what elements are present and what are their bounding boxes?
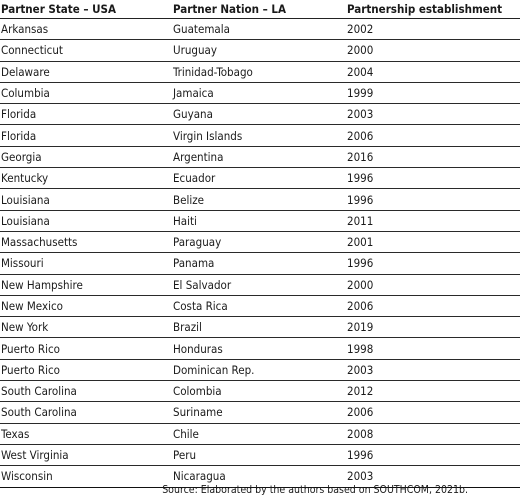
partner-state-cell: Texas bbox=[0, 423, 172, 444]
establishment-year-cell: 2006 bbox=[346, 295, 520, 316]
table-row bbox=[0, 40, 520, 61]
table-row bbox=[0, 444, 520, 465]
partner-state-cell: Louisiana bbox=[0, 189, 172, 210]
table-row bbox=[0, 253, 520, 274]
establishment-year-cell: 2001 bbox=[346, 231, 520, 252]
source-text: Source: Elaborated by the authors based on SOUTHCOM, 2021b. bbox=[162, 484, 468, 496]
partner-nation-cell: Jamaica bbox=[172, 82, 346, 103]
source-note bbox=[0, 483, 474, 497]
establishment-year-cell: 2011 bbox=[346, 210, 520, 231]
establishment-year-cell: 2016 bbox=[346, 146, 520, 167]
partner-state-cell: Wisconsin bbox=[0, 466, 172, 487]
establishment-year-cell: 2006 bbox=[346, 125, 520, 146]
header-partner-state: Partner State – USA bbox=[0, 0, 172, 19]
table-row bbox=[0, 19, 520, 40]
partner-nation-cell: Chile bbox=[172, 423, 346, 444]
table-body bbox=[0, 19, 520, 488]
establishment-year-cell: 1996 bbox=[346, 253, 520, 274]
establishment-year-cell: 1996 bbox=[346, 444, 520, 465]
partner-nation-cell: Honduras bbox=[172, 338, 346, 359]
partner-nation-cell: Trinidad-Tobago bbox=[172, 61, 346, 82]
partner-state-cell: Delaware bbox=[0, 61, 172, 82]
table-row bbox=[0, 338, 520, 359]
establishment-year-cell: 2012 bbox=[346, 381, 520, 402]
table-row bbox=[0, 168, 520, 189]
establishment-year-cell: 2019 bbox=[346, 317, 520, 338]
establishment-year-cell: 1999 bbox=[346, 82, 520, 103]
establishment-year-cell: 2003 bbox=[346, 359, 520, 380]
table-row bbox=[0, 423, 520, 444]
partner-nation-cell: Argentina bbox=[172, 146, 346, 167]
partner-nation-cell: Peru bbox=[172, 444, 346, 465]
partner-nation-cell: Haiti bbox=[172, 210, 346, 231]
table-row bbox=[0, 231, 520, 252]
table-row bbox=[0, 82, 520, 103]
establishment-year-cell: 2008 bbox=[346, 423, 520, 444]
partner-state-cell: Florida bbox=[0, 104, 172, 125]
header-partner-nation: Partner Nation – LA bbox=[172, 0, 346, 19]
partner-state-cell: Columbia bbox=[0, 82, 172, 103]
partner-state-cell: Connecticut bbox=[0, 40, 172, 61]
partner-state-cell: Georgia bbox=[0, 146, 172, 167]
table-row bbox=[0, 274, 520, 295]
partner-state-cell: Puerto Rico bbox=[0, 359, 172, 380]
establishment-year-cell: 2003 bbox=[346, 466, 520, 487]
partner-nation-cell: Belize bbox=[172, 189, 346, 210]
partner-state-cell: New Mexico bbox=[0, 295, 172, 316]
partner-nation-cell: Dominican Rep. bbox=[172, 359, 346, 380]
table-row bbox=[0, 381, 520, 402]
establishment-year-cell: 1998 bbox=[346, 338, 520, 359]
partner-nation-cell: El Salvador bbox=[172, 274, 346, 295]
table-row bbox=[0, 189, 520, 210]
establishment-year-cell: 2000 bbox=[346, 274, 520, 295]
table-row bbox=[0, 317, 520, 338]
partner-nation-cell: Virgin Islands bbox=[172, 125, 346, 146]
partner-state-cell: Arkansas bbox=[0, 19, 172, 40]
header-partnership-establishment: Partnership establishment bbox=[346, 0, 520, 19]
establishment-year-cell: 2006 bbox=[346, 402, 520, 423]
table-row bbox=[0, 402, 520, 423]
table-row bbox=[0, 146, 520, 167]
establishment-year-cell: 2002 bbox=[346, 19, 520, 40]
table-row bbox=[0, 104, 520, 125]
partner-nation-cell: Brazil bbox=[172, 317, 346, 338]
partner-state-cell: New York bbox=[0, 317, 172, 338]
partner-nation-cell: Panama bbox=[172, 253, 346, 274]
partner-state-cell: West Virginia bbox=[0, 444, 172, 465]
partner-nation-cell: Uruguay bbox=[172, 40, 346, 61]
partner-state-cell: Puerto Rico bbox=[0, 338, 172, 359]
partner-nation-cell: Colombia bbox=[172, 381, 346, 402]
partner-state-cell: Louisiana bbox=[0, 210, 172, 231]
partner-state-cell: South Carolina bbox=[0, 402, 172, 423]
establishment-year-cell: 2000 bbox=[346, 40, 520, 61]
partner-state-cell: Kentucky bbox=[0, 168, 172, 189]
establishment-year-cell: 1996 bbox=[346, 189, 520, 210]
partner-nation-cell: Guatemala bbox=[172, 19, 346, 40]
partner-state-cell: New Hampshire bbox=[0, 274, 172, 295]
table-row bbox=[0, 359, 520, 380]
partner-state-cell: Massachusetts bbox=[0, 231, 172, 252]
partner-nation-cell: Nicaragua bbox=[172, 466, 346, 487]
table-row bbox=[0, 61, 520, 82]
partner-state-cell: South Carolina bbox=[0, 381, 172, 402]
table-row bbox=[0, 125, 520, 146]
establishment-year-cell: 2003 bbox=[346, 104, 520, 125]
partner-nation-cell: Guyana bbox=[172, 104, 346, 125]
establishment-year-cell: 2004 bbox=[346, 61, 520, 82]
partner-nation-cell: Paraguay bbox=[172, 231, 346, 252]
table-row bbox=[0, 295, 520, 316]
partner-state-cell: Missouri bbox=[0, 253, 172, 274]
partner-nation-cell: Suriname bbox=[172, 402, 346, 423]
table-header-row bbox=[0, 0, 520, 19]
partner-nation-cell: Ecuador bbox=[172, 168, 346, 189]
partner-nation-cell: Costa Rica bbox=[172, 295, 346, 316]
establishment-year-cell: 1996 bbox=[346, 168, 520, 189]
partner-state-cell: Florida bbox=[0, 125, 172, 146]
table-row bbox=[0, 210, 520, 231]
